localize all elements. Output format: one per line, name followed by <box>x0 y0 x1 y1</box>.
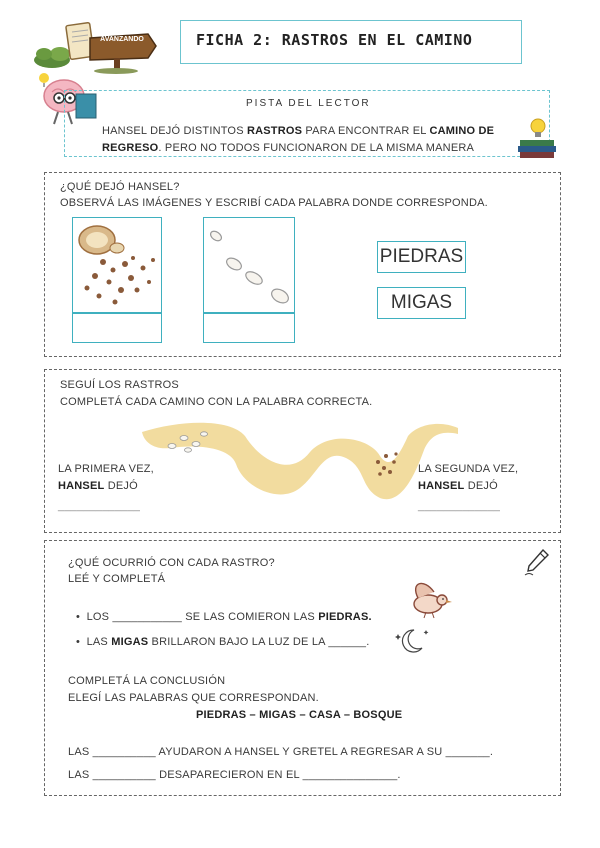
right-hansel-bold: HANSEL <box>418 480 465 492</box>
hint-text: PARA ENCONTRAR EL <box>302 125 430 137</box>
bullet-item-2 <box>76 634 370 650</box>
moon-stars-icon <box>392 626 432 658</box>
section1-question: ¿QUÉ DEJÓ HANSEL? <box>60 181 180 193</box>
section2-instruction: COMPLETÁ CADA CAMINO CON LA PALABRA CORRECTA. <box>60 396 373 408</box>
conclusion-sentence-1: LAS __________ AYUDARON A HANSEL Y GRETEL A REGRESAR A SU _______. <box>68 746 494 758</box>
hint-line-1 <box>102 123 494 139</box>
left-path-blank[interactable]: _____________ <box>58 500 141 512</box>
stones-image-card <box>203 217 295 313</box>
bullet1-bold: PIEDRAS. <box>318 611 372 623</box>
word-card-crumbs[interactable]: MIGAS <box>377 287 466 319</box>
badge-line1: PARA SEGUIR <box>98 27 146 34</box>
crumbs-image-card <box>72 217 162 313</box>
left-hansel-bold: HANSEL <box>58 480 105 492</box>
hint-text: . PERO NO TODOS FUNCIONARON DE LA MISMA MANERA <box>158 142 475 154</box>
section3-question: ¿QUÉ OCURRIÓ CON CADA RASTRO? <box>68 557 275 569</box>
crumbs-answer-box[interactable] <box>72 313 162 343</box>
word-options: PIEDRAS – MIGAS – CASA – BOSQUE <box>196 709 403 721</box>
header-illustration <box>30 14 160 74</box>
left-dejo: DEJÓ <box>104 480 138 492</box>
section3-instruction: LEÉ Y COMPLETÁ <box>68 573 166 585</box>
path-illustration <box>140 418 460 510</box>
hint-bold: RASTROS <box>246 125 303 137</box>
bullet-item-1 <box>76 609 372 625</box>
books-lightbulb-illustration <box>514 116 560 162</box>
conclusion-title: COMPLETÁ LA CONCLUSIÓN <box>68 675 226 687</box>
bullet2-text: LAS <box>86 636 112 648</box>
badge-text <box>96 26 148 44</box>
bullet2-bold: MIGAS <box>111 636 149 648</box>
bullet2-text-end: BRILLARON BAJO LA LUZ DE LA ______. <box>148 636 370 648</box>
word-card-stones[interactable]: PIEDRAS <box>377 241 466 273</box>
hint-title: PISTA DEL LECTOR <box>246 98 371 109</box>
right-path-line1: LA SEGUNDA VEZ, <box>418 463 519 475</box>
section2-title: SEGUÍ LOS RASTROS <box>60 379 179 391</box>
right-path-line2 <box>418 478 498 494</box>
bullet1-text: LOS ___________ SE LAS COMIERON LAS <box>86 611 319 623</box>
conclusion-sentence-2: LAS __________ DESAPARECIERON EN EL _______________. <box>68 769 401 781</box>
hint-bold: REGRESO <box>102 142 159 154</box>
left-path-line1: LA PRIMERA VEZ, <box>58 463 154 475</box>
right-dejo: DEJÓ <box>464 480 498 492</box>
page-title: FICHA 2: RASTROS EN EL CAMINO <box>196 31 473 49</box>
left-path-line2 <box>58 478 138 494</box>
section1-instruction: OBSERVÁ LAS IMÁGENES Y ESCRIBÍ CADA PALABRA DONDE CORRESPONDA. <box>60 197 488 209</box>
bullet-dot: • <box>76 611 81 623</box>
right-path-blank[interactable]: _____________ <box>418 500 501 512</box>
conclusion-instruction: ELEGÍ LAS PALABRAS QUE CORRESPONDAN. <box>68 692 319 704</box>
bird-illustration <box>404 576 454 622</box>
hint-line-2 <box>102 140 474 156</box>
stones-answer-box[interactable] <box>203 313 295 343</box>
badge-line2: AVANZANDO <box>100 36 144 43</box>
bullet-dot: • <box>76 636 81 648</box>
hint-bold: CAMINO DE <box>429 125 495 137</box>
pencil-icon <box>523 547 551 577</box>
hint-text: HANSEL DEJÓ DISTINTOS <box>102 125 247 137</box>
